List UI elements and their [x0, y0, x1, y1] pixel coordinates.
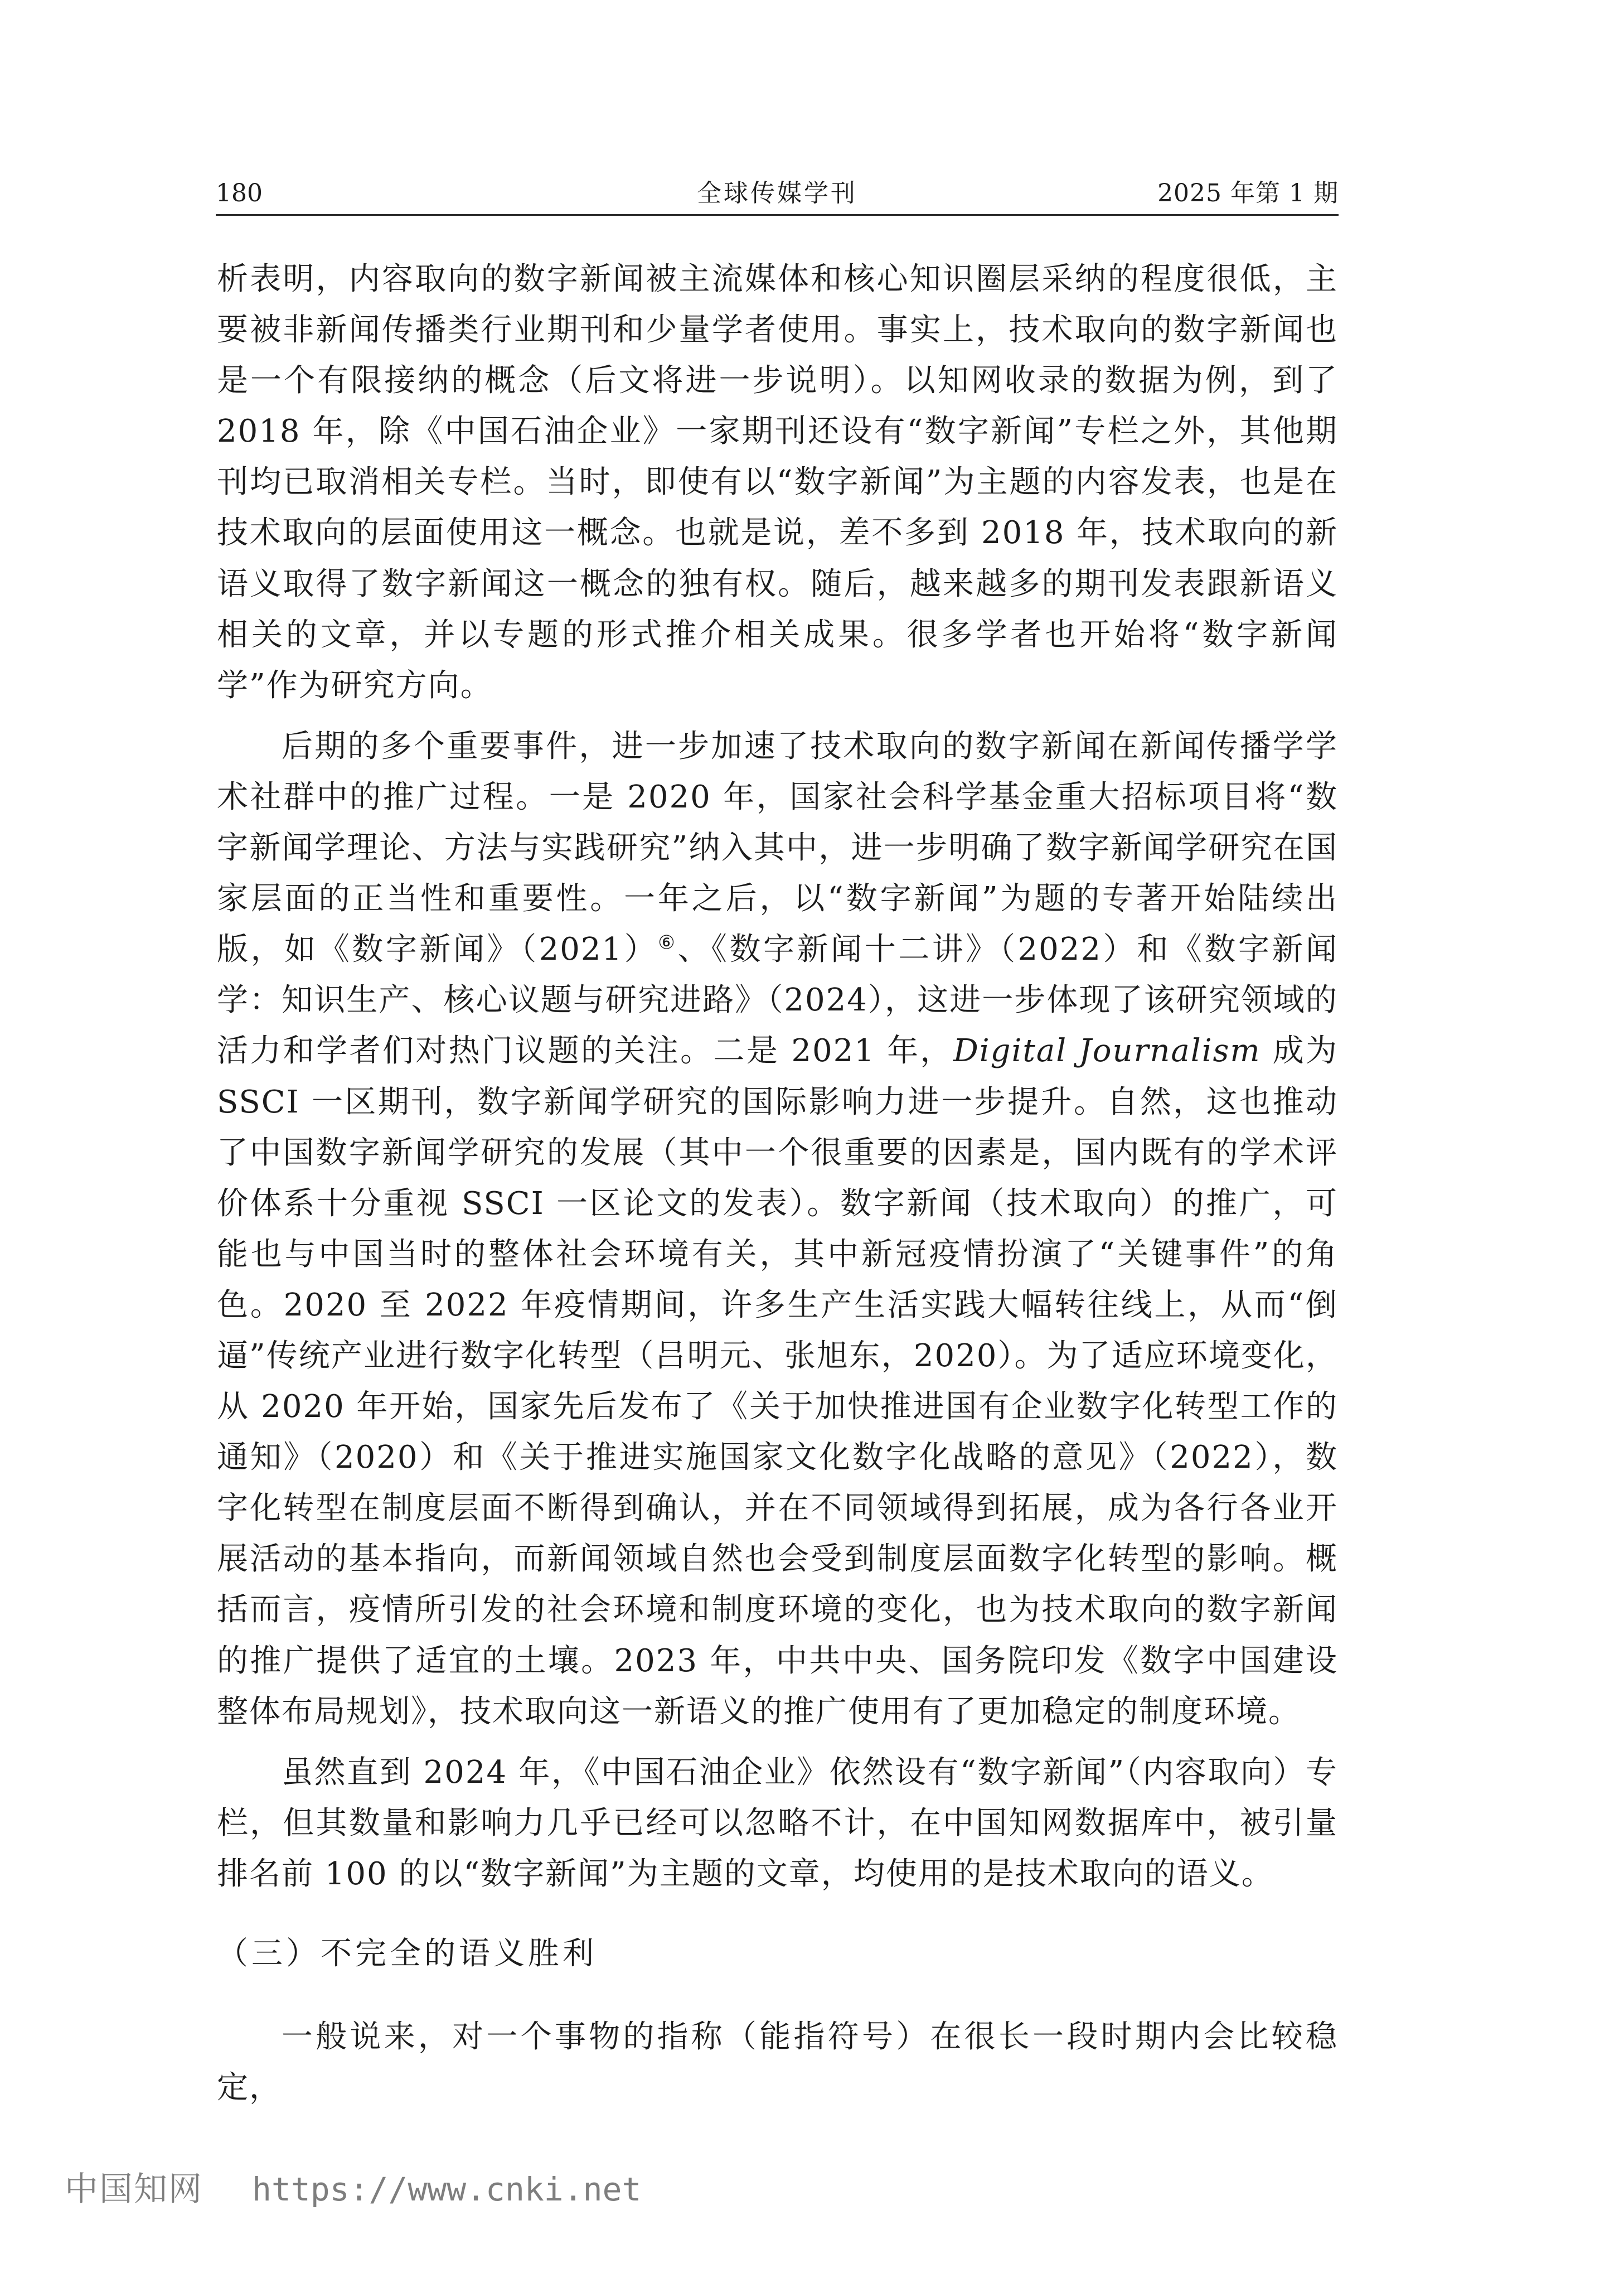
footnote-marker[interactable]: ⑥ [658, 931, 678, 954]
issue-label: 2025 年第 1 期 [1157, 179, 1339, 207]
paragraph-2-part-3: 成为 SSCI 一区期刊，数字新闻学研究的国际影响力进一步提升。自然，这也推动了中国数字新闻学研究的发展（其中一个很重要的因素是，国内既有的学术评价体系十分重视 SSCI 一区论文的发表）。数字新闻（技术取向）的推广，可能也与中国当时的整体社会环境有关，其中新冠疫情扮演了“关键事件”的角色。2020 至 2022 年疫情期间，许多生产生活实践大幅转往线上，从而“倒逼”传统产业进行数字化转型（吕明元、张旭东，2020）。为了适应环境变化，从 2020 年开始，国家先后发布了《关于加快推进国有企业数字化转型工作的通知》（2020）和《关于推进实施国家文化数字化战略的意见》（2022），数字化转型在制度层面不断得到确认，并在不同领域得到拓展，成为各行各业开展活动的基本指向，而新闻领域自然也会受到制度层面数字化转型的影响。概括而言，疫情所引发的社会环境和制度环境的变化，也为技术取向的数字新闻的推广提供了适宜的土壤。2023 年，中共中央、国务院印发《数字中国建设整体布局规划》，技术取向这一新语义的推广使用有了更加稳定的制度环境。 [217, 1033, 1339, 1730]
paragraph-1: 析表明，内容取向的数字新闻被主流媒体和核心知识圈层采纳的程度很低，主要被非新闻传播类行业期刊和少量学者使用。事实上，技术取向的数字新闻也是一个有限接纳的概念（后文将进一步说明）。以知网收录的数据为例，到了 2018 年，除《中国石油企业》一家期刊还设有“数字新闻”专栏之外，其他期刊均已取消相关专栏。当时，即使有以“数字新闻”为主题的内容发表，也是在技术取向的层面使用这一概念。也就是说，差不多到 2018 年，技术取向的新语义取得了数字新闻这一概念的独有权。随后，越来越多的期刊发表跟新语义相关的文章，并以专题的形式推介相关成果。很多学者也开始将“数字新闻学”作为研究方向。 [217, 261, 1338, 704]
paragraph-3: 虽然直到 2024 年，《中国石油企业》依然设有“数字新闻”（内容取向）专栏，但其数量和影响力几乎已经可以忽略不计，在中国知网数据库中，被引量排名前 100 的以“数字新闻”为主题的文章，均使用的是技术取向的语义。 [217, 1754, 1338, 1892]
paragraph-4: 一般说来，对一个事物的指称（能指符号）在很长一段时期内会比较稳定， [217, 2019, 1338, 2106]
page-number: 180 [216, 179, 263, 207]
journal-title: 全球传媒学刊 [697, 179, 857, 207]
cnki-logo-text: 中国知网 [65, 2170, 203, 2209]
header-divider [216, 214, 1339, 216]
paragraph-2-part-2: 、《数字新闻十二讲》（2022）和《数字新闻学：知识生产、核心议题与研究进路》（2024），这进一步体现了该研究领域的活力和学者们对热门议题的关注。二是 2021 年， [217, 931, 1339, 1070]
cnki-url: https://www.cnki.net [252, 2170, 642, 2208]
journal-name-italic: Digital Journalism [953, 1033, 1261, 1070]
running-header [216, 177, 1339, 210]
cnki-watermark [65, 2167, 641, 2212]
paragraph-2-part-1: 后期的多个重要事件，进一步加速了技术取向的数字新闻在新闻传播学学术社群中的推广过程。一是 2020 年，国家社会科学基金重大招标项目将“数字新闻学理论、方法与实践研究”纳入其中，进一步明确了数字新闻学研究在国家层面的正当性和重要性。一年之后，以“数字新闻”为题的专著开始陆续出版，如《数字新闻》（2021） [217, 728, 1338, 968]
article-body [217, 254, 1338, 2113]
paragraph-2 [217, 721, 1338, 1737]
section-subheading: （三）不完全的语义胜利 [217, 1936, 597, 1972]
